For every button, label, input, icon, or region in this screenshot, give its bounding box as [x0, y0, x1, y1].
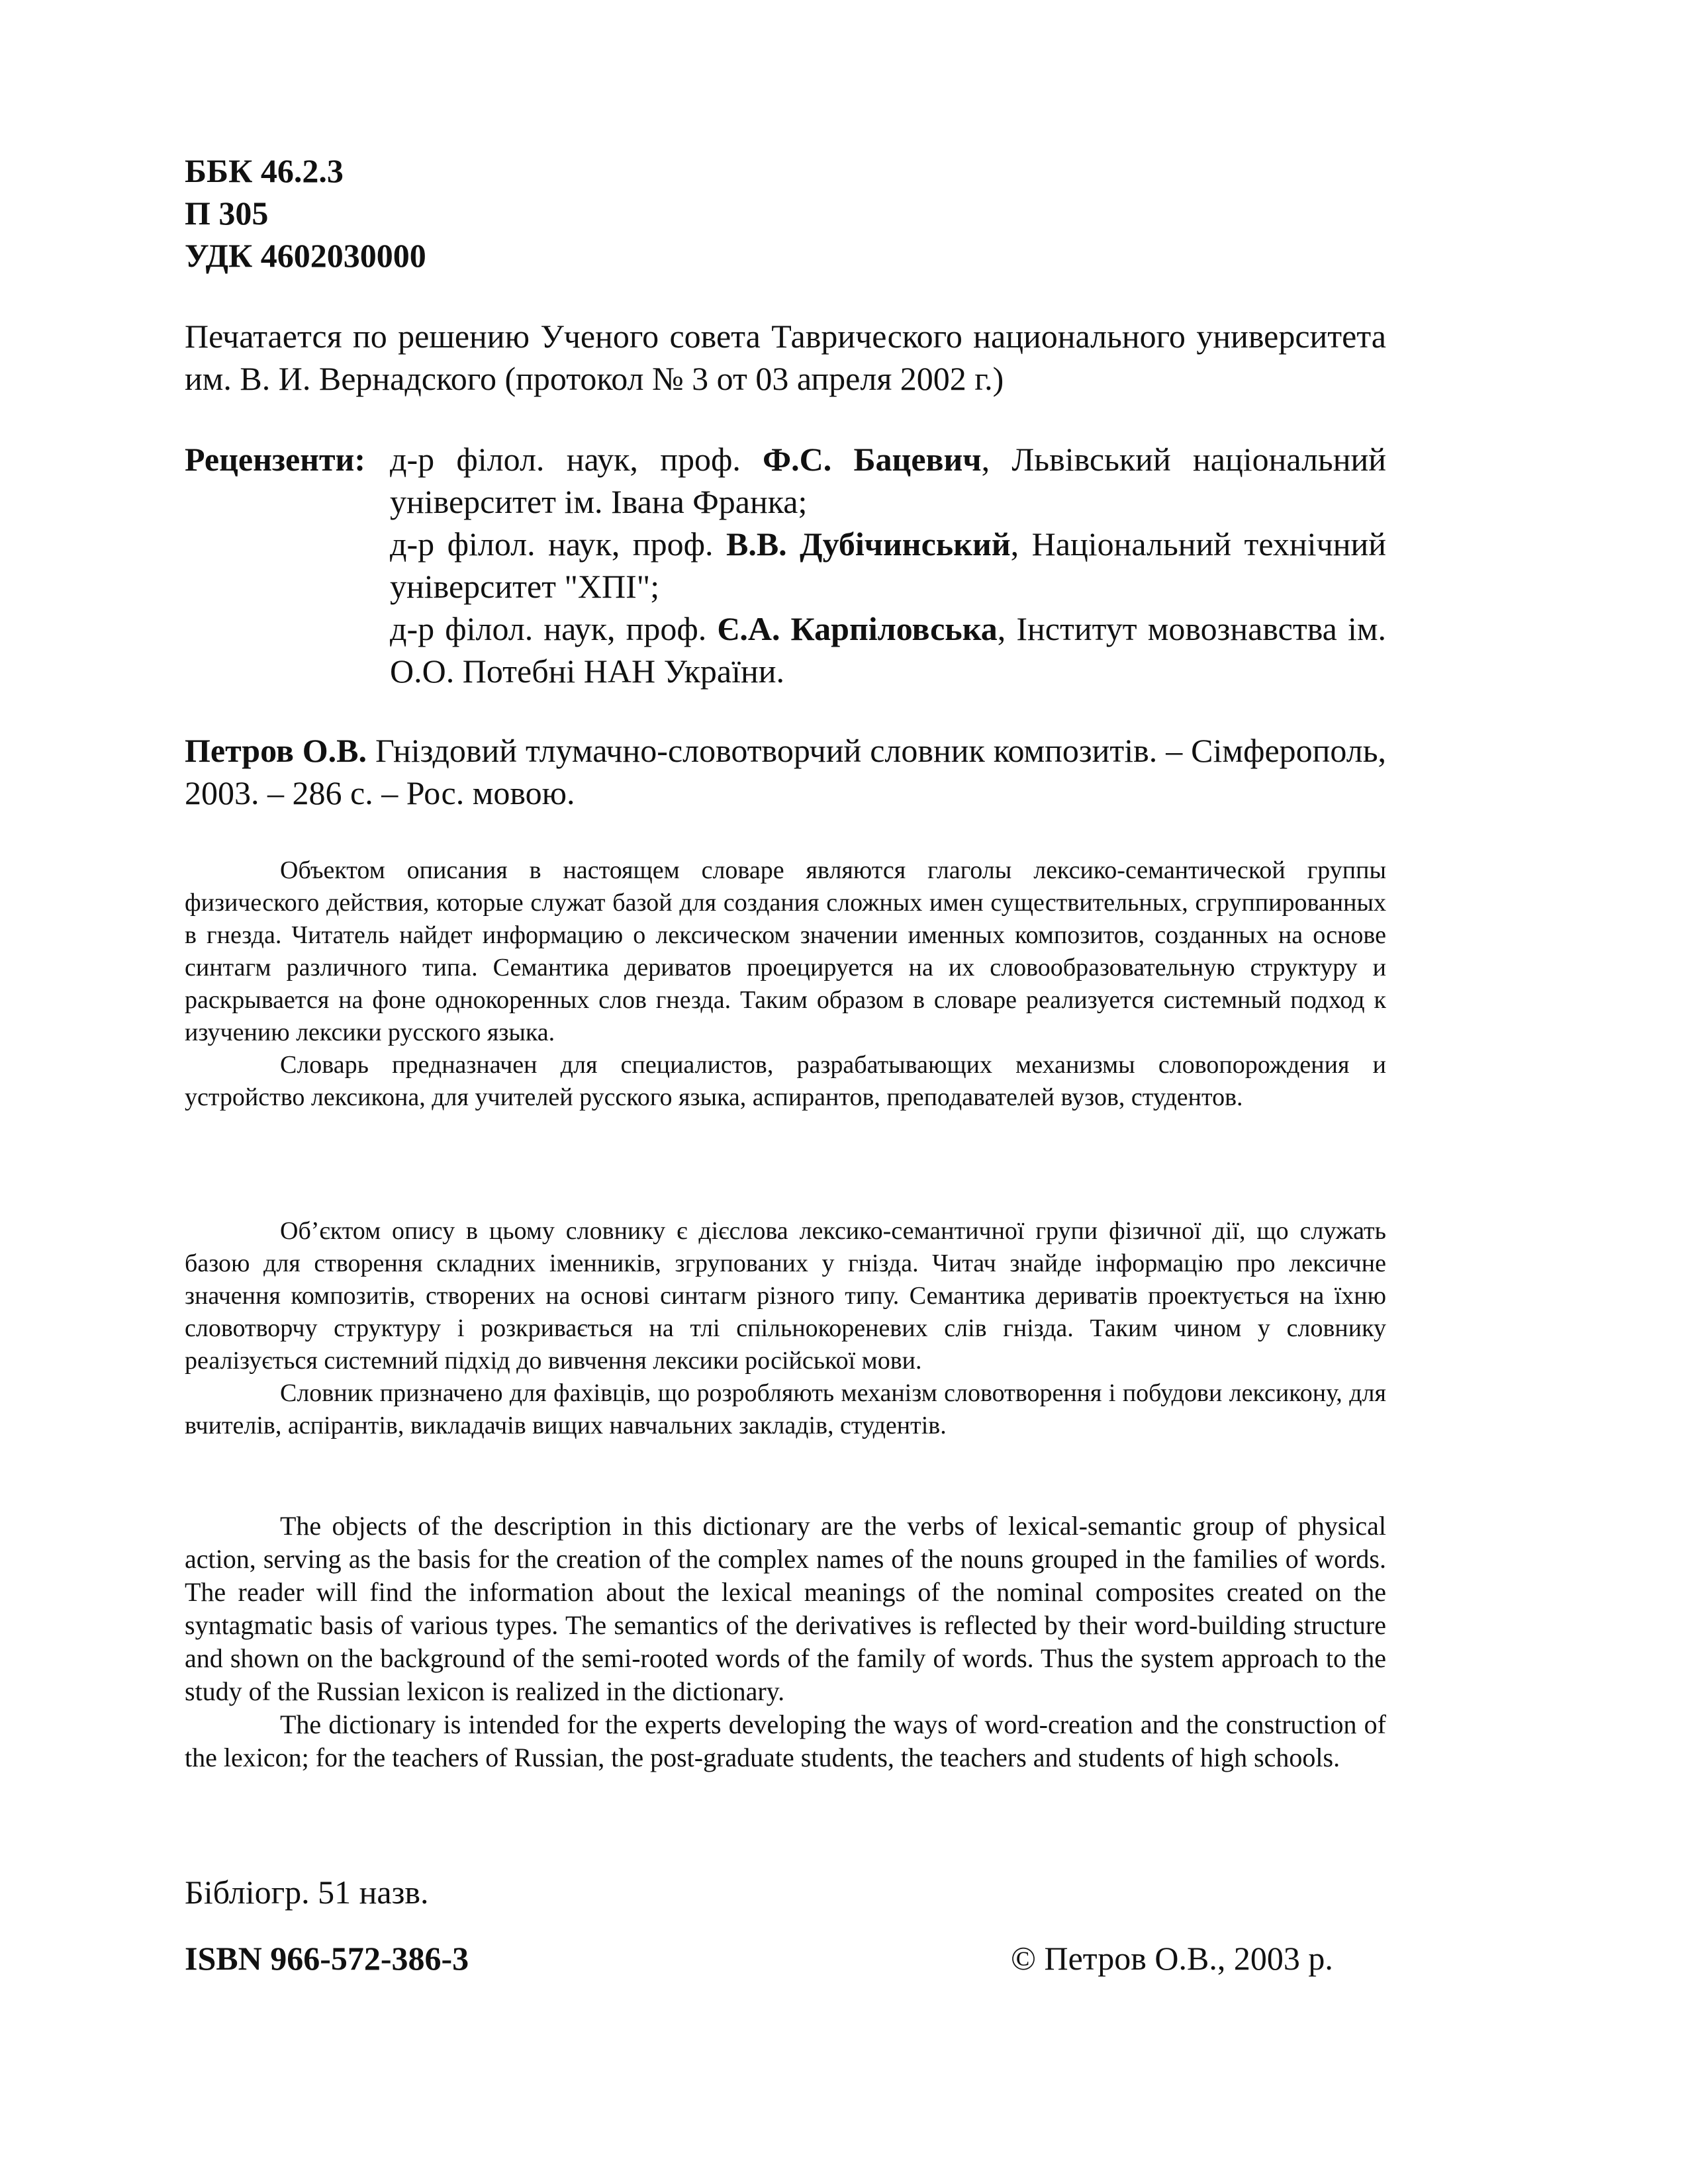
isbn: ISBN 966-572-386-3	[185, 1940, 469, 1977]
biblio-description: Гніздовий тлумачно-словотворчий словник композитів. – Сімферополь, 2003. – 286 с. – Рос. мовою.	[185, 732, 1387, 811]
reviewer-affiliation: , Інститут мовознавства ім. О.О. Потебні НАН України.	[390, 610, 1386, 690]
abstract-en-paragraph-2: The dictionary is intended for the experts developing the ways of word-creation and the construction of the lexicon; for the teachers of Russian, the post-graduate students, the teachers and students of high schools.	[185, 1709, 1386, 1772]
reviewer-degree: д-р філол. наук, проф.	[390, 441, 763, 478]
reviewer-name: Є.А. Карпіловська	[717, 610, 998, 647]
biblio-author: Петров О.В.	[185, 732, 367, 769]
abstract-ukrainian	[185, 1215, 1386, 1442]
reviewers-label: Рецензенти:	[185, 441, 365, 478]
reviewer-affiliation: , Національний технічний університет "ХПІ";	[390, 525, 1386, 605]
author-mark: П 305	[185, 195, 269, 232]
reviewer-item	[390, 523, 1386, 608]
reviewer-item	[390, 608, 1386, 692]
reviewer-name: Ф.С. Бацевич	[763, 441, 982, 478]
abstract-english	[185, 1510, 1386, 1774]
reviewer-degree: д-р філол. наук, проф.	[390, 525, 726, 563]
reviewers-list	[390, 438, 1386, 692]
bibliographic-entry	[185, 729, 1386, 814]
abstract-uk-paragraph-1: Об’єктом опису в цьому словнику є дієслова лексико-семантичної групи фізичної дії, що служать базою для створення складних іменників, згрупованих у гнізда. Читач знайде інформацію про лексичне значення композитів, створених на основі синтагм різного типу. Семантика дериватів проектується на їхню словотворчу структуру і розкривається на тлі спільнокореневих слів гнізда. Таким чином у словнику реалізується системний підхід до вивчення лексики російської мови.	[185, 1217, 1386, 1375]
classification-block	[185, 150, 426, 277]
reviewer-affiliation: , Львівський національний університет ім. Івана Франка;	[390, 441, 1387, 520]
abstract-uk-paragraph-2: Словник призначено для фахівців, що розробляють механізм словотворення і побудови лексикону, для вчителів, аспірантів, викладачів вищих навчальних закладів, студентів.	[185, 1379, 1386, 1439]
abstract-en-paragraph-1: The objects of the description in this dictionary are the verbs of lexical-semantic group of physical action, serving as the basis for the creation of the complex names of the nouns grouped in the families of words. The reader will find the information about the lexical meanings of the nominal composites created on the syntagmatic basis of various types. The semantics of the derivatives is reflected by their word-building structure and shown on the background of the semi-rooted words of the family of words. Thus the system approach to the study of the Russian lexicon is realized in the dictionary.	[185, 1511, 1386, 1706]
abstract-ru-paragraph-2: Словарь предназначен для специалистов, разрабатывающих механизмы словопорождения и устройство лексикона, для учителей русского языка, аспирантов, преподавателей вузов, студентов.	[185, 1051, 1386, 1111]
reviewer-item	[390, 438, 1386, 523]
udk-code: УДК 4602030000	[185, 237, 426, 274]
approval-note: Печатается по решению Ученого совета Таврического национального университета им. В. И. Вернадского (протокол № 3 от 03 апреля 2002 г.)	[185, 318, 1386, 397]
copyright-notice: © Петров О.В., 2003 р.	[1011, 1940, 1333, 1977]
abstract-russian	[185, 854, 1386, 1114]
reviewer-name: В.В. Дубічинський	[726, 525, 1011, 563]
bibliography-count: Бібліогр. 51 назв.	[185, 1874, 429, 1911]
abstract-ru-paragraph-1: Объектом описания в настоящем словаре являются глаголы лексико-семантической группы физического действия, которые служат базой для создания сложных имен существительных, сгруппированных в гнезда. Читатель найдет информацию о лексическом значении именных композитов, созданных на основе синтагм различного типа. Семантика дериватов проецируется на их словообразовательную структуру и раскрывается на фоне однокоренных слов гнезда. Таким образом в словаре реализуется системный подход к изучению лексики русского языка.	[185, 856, 1386, 1046]
bbk-code: ББК 46.2.3	[185, 152, 344, 189]
reviewer-degree: д-р філол. наук, проф.	[390, 610, 718, 647]
